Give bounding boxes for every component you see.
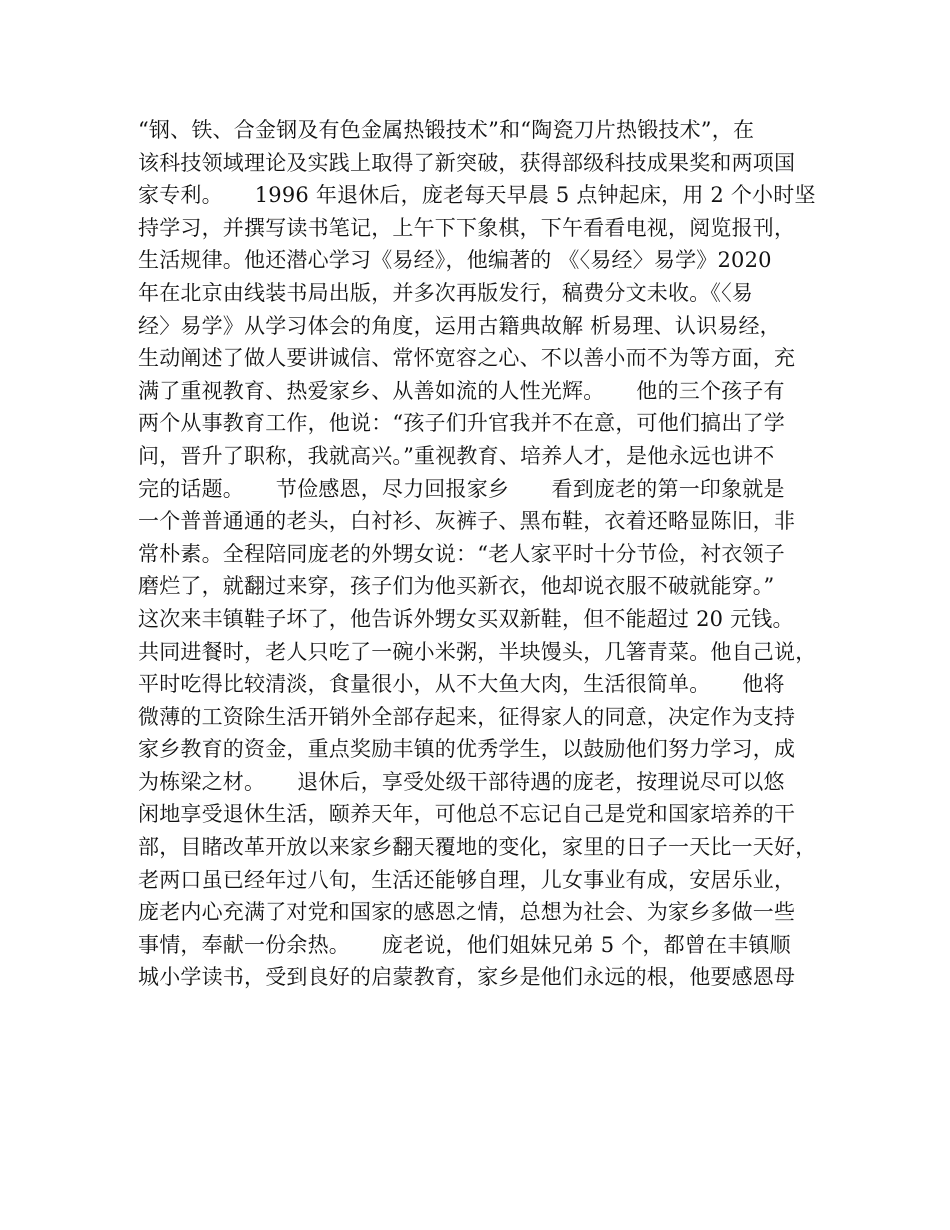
text-line: 闲地享受退休生活，颐养天年，可他总不忘记自己是党和国家培养的干 [138,802,796,827]
text-line: 城小学读书，受到良好的启蒙教育，家乡是他们永远的根，他要感恩母 [138,965,796,990]
text-line: 事情，奉献一份余热。 庞老说，他们姐妹兄弟 5 个，都曾在丰镇顺 [138,932,791,957]
text-line: 庞老内心充满了对党和国家的感恩之情，总想为社会、为家乡多做一些 [138,900,796,925]
text-line: 问，晋升了职称，我就高兴。”重视教育、培养人才，是他永远也讲不 [138,443,775,468]
text-line: 家乡教育的资金，重点奖励丰镇的优秀学生，以鼓励他们努力学习，成 [138,737,796,762]
text-line: 微薄的工资除生活开销外全部存起来，征得家人的同意，决定作为支持 [138,704,796,729]
body-text [138,114,828,994]
text-line: 这次来丰镇鞋子坏了，他告诉外甥女买双新鞋，但不能超过 20 元钱。 [138,606,794,631]
text-line: 满了重视教育、热爱家乡、从善如流的人性光辉。 他的三个孩子有 [138,378,785,403]
text-line: 共同进餐时，老人只吃了一碗小米粥，半块馒头，几箸青菜。他自己说， [138,639,817,664]
text-line: 完的话题。 节俭感恩，尽力回报家乡 看到庞老的第一印象就是 [138,476,785,501]
text-line: 部，目睹改革开放以来家乡翻天覆地的变化，家里的日子一天比一天好， [138,835,817,860]
text-line: 为栋梁之材。 退休后，享受处级干部待遇的庞老，按理说尽可以悠 [138,769,785,794]
text-line: 经〉易学》从学习体会的角度，运用古籍典故解 析易理、认识易经， [138,313,781,338]
text-line: 常朴素。全程陪同庞老的外甥女说：“老人家平时十分节俭，衬衣领子 [138,541,785,566]
text-line: 持学习，并撰写读书笔记，上午下下象棋，下午看看电视，阅览报刊， [138,215,796,240]
text-line: 两个从事教育工作，他说：“孩子们升官我并不在意，可他们搞出了学 [138,411,785,436]
text-line: 家专利。 1996 年退休后，庞老每天早晨 5 点钟起床，用 2 个小时坚 [138,183,816,208]
text-line: “钢、铁、合金钢及有色金属热锻技术”和“陶瓷刀片热锻技术”，在 [138,118,755,142]
text-line: 该科技领域理论及实践上取得了新突破，获得部级科技成果奖和两项国 [138,150,796,175]
text-line: 一个普普通通的老头，白衬衫、灰裤子、黑布鞋，衣着还略显陈旧，非 [138,509,796,534]
text-line: 生动阐述了做人要讲诚信、常怀宽容之心、不以善小而不为等方面，充 [138,346,796,371]
text-line: 生活规律。他还潜心学习《易经》，他编著的 《〈易经〉易学》2020 [138,248,772,273]
text-line: 年在北京由线装书局出版，并多次再版发行，稿费分文未收。《〈易 [138,280,753,305]
text-line: 平时吃得比较清淡，食量很小，从不大鱼大肉，生活很简单。 他将 [138,672,785,697]
text-line: 磨烂了，就翻过来穿，孩子们为他买新衣，他却说衣服不破就能穿。” [138,574,775,599]
text-line: 老两口虽已经年过八旬，生活还能够自理，儿女事业有成，安居乐业， [138,867,796,892]
